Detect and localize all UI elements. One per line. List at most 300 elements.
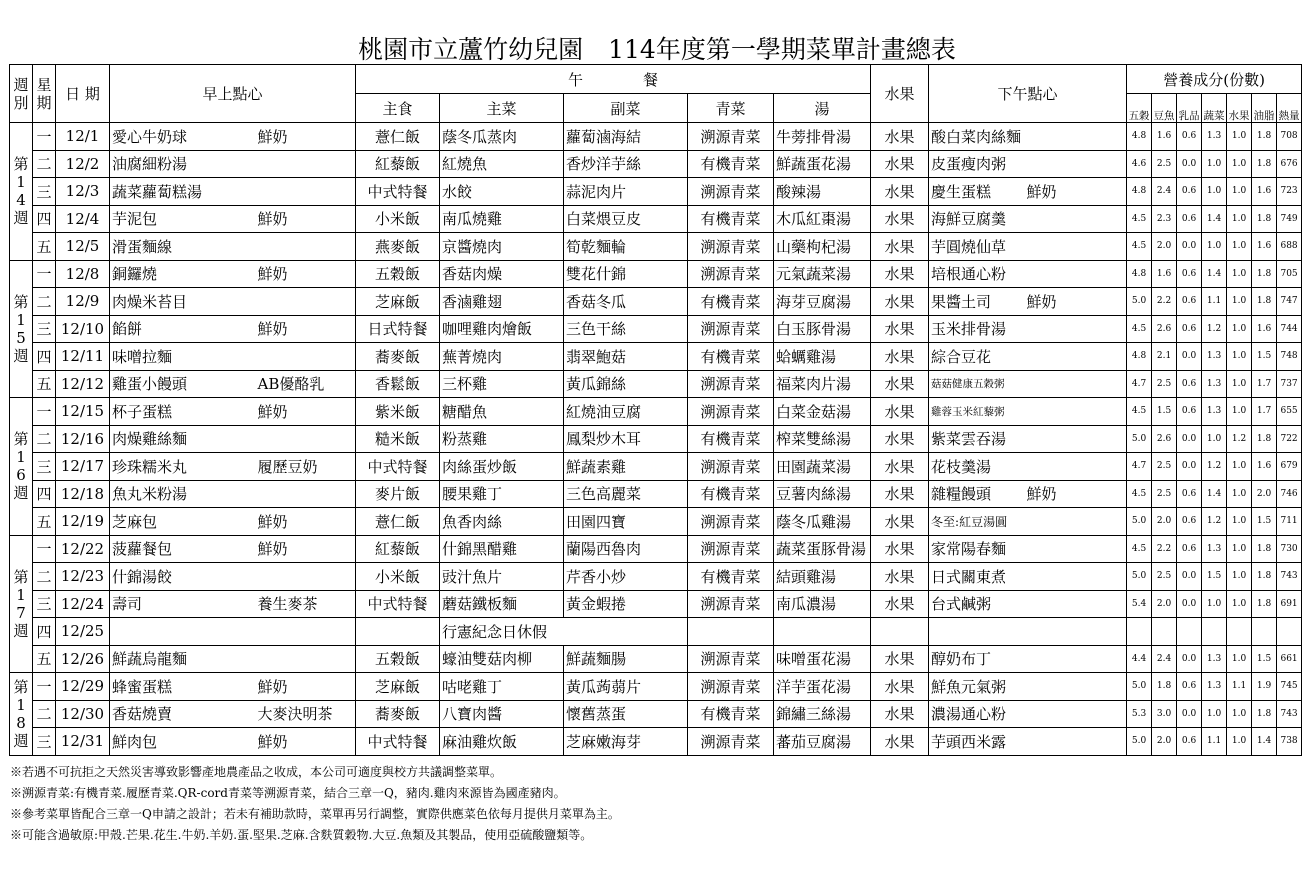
afternoon-drink-cell xyxy=(1025,645,1127,673)
soup-cell: 蔬菜蛋豚骨湯 xyxy=(774,535,871,563)
nutrition-cell: 1.2 xyxy=(1202,508,1227,536)
date-cell: 12/17 xyxy=(56,453,110,481)
main-dish-cell: 咕咾雞丁 xyxy=(440,673,564,701)
main-dish-cell: 粉蒸雞 xyxy=(440,425,564,453)
nutrition-cell: 0.6 xyxy=(1177,728,1202,756)
weekday-cell: 四 xyxy=(33,205,56,233)
staple-cell: 芝麻飯 xyxy=(356,673,440,701)
week-label: 第15週 xyxy=(10,260,33,398)
vegetable-cell: 有機青菜 xyxy=(688,425,774,453)
vegetable-cell: 有機青菜 xyxy=(688,343,774,371)
fruit-cell: 水果 xyxy=(871,150,929,178)
nutrition-cell: 1.0 xyxy=(1227,233,1252,261)
afternoon-drink-cell xyxy=(1025,618,1127,646)
table-row xyxy=(10,645,1302,673)
afternoon-snack-cell: 冬至:紅豆湯圓 xyxy=(929,508,1025,536)
date-cell: 12/4 xyxy=(56,205,110,233)
nutrition-cell: 1.0 xyxy=(1202,178,1227,206)
main-dish-cell: 香滷雞翅 xyxy=(440,288,564,316)
table-row xyxy=(10,123,1302,151)
nutrition-cell: 2.4 xyxy=(1152,178,1177,206)
nutrition-cell: 1.0 xyxy=(1227,700,1252,728)
fruit-cell: 水果 xyxy=(871,480,929,508)
nutrition-cell: 705 xyxy=(1277,260,1302,288)
side-dish-cell xyxy=(564,618,688,646)
nutrition-cell: 688 xyxy=(1277,233,1302,261)
nutrition-cell: 1.0 xyxy=(1227,453,1252,481)
main-dish-cell: 蠔油雙菇肉柳 xyxy=(440,645,564,673)
morning-drink-cell: 鮮奶 xyxy=(256,315,356,343)
afternoon-drink-cell: 鮮奶 xyxy=(1025,178,1127,206)
side-dish-cell: 翡翠鮑菇 xyxy=(564,343,688,371)
morning-snack-cell: 雞蛋小饅頭 xyxy=(110,370,256,398)
nutrition-cell: 4.8 xyxy=(1127,123,1152,151)
morning-snack-cell: 菠蘿餐包 xyxy=(110,535,256,563)
nutrition-cell: 1.3 xyxy=(1202,535,1227,563)
date-cell: 12/26 xyxy=(56,645,110,673)
table-row xyxy=(10,590,1302,618)
nutrition-cell xyxy=(1252,618,1277,646)
staple-cell: 五穀飯 xyxy=(356,645,440,673)
side-dish-cell: 芝麻嫩海芽 xyxy=(564,728,688,756)
nutrition-cell: 722 xyxy=(1277,425,1302,453)
afternoon-snack-cell: 玉米排骨湯 xyxy=(929,315,1025,343)
staple-cell: 香鬆飯 xyxy=(356,370,440,398)
nutrition-cell: 1.0 xyxy=(1227,260,1252,288)
table-row xyxy=(10,480,1302,508)
vegetable-cell: 溯源青菜 xyxy=(688,645,774,673)
nutrition-cell: 1.6 xyxy=(1252,453,1277,481)
nutrition-cell: 4.5 xyxy=(1127,480,1152,508)
nutrition-cell: 0.0 xyxy=(1177,150,1202,178)
staple-cell: 小米飯 xyxy=(356,205,440,233)
morning-snack-cell: 魚丸米粉湯 xyxy=(110,480,256,508)
nutrition-cell: 5.0 xyxy=(1127,563,1152,591)
weekday-cell: 一 xyxy=(33,535,56,563)
afternoon-snack-cell: 海鮮豆腐羹 xyxy=(929,205,1025,233)
nutrition-cell: 5.3 xyxy=(1127,700,1152,728)
table-row xyxy=(10,398,1302,426)
nutrition-cell: 5.0 xyxy=(1127,728,1152,756)
nutrition-cell: 4.4 xyxy=(1127,645,1152,673)
nutrition-cell: 661 xyxy=(1277,645,1302,673)
nutrition-cell: 1.8 xyxy=(1152,673,1177,701)
weekday-cell: 二 xyxy=(33,288,56,316)
fruit-cell: 水果 xyxy=(871,590,929,618)
header-nut-protein: 豆魚 xyxy=(1152,94,1177,123)
table-row xyxy=(10,425,1302,453)
header-date: 日 期 xyxy=(56,65,110,123)
nutrition-cell: 0.6 xyxy=(1177,370,1202,398)
date-cell: 12/16 xyxy=(56,425,110,453)
nutrition-cell: 2.1 xyxy=(1152,343,1177,371)
nutrition-cell: 0.6 xyxy=(1177,398,1202,426)
vegetable-cell: 溯源青菜 xyxy=(688,233,774,261)
table-row xyxy=(10,618,1302,646)
afternoon-drink-cell xyxy=(1025,590,1127,618)
weekday-cell: 五 xyxy=(33,233,56,261)
nutrition-cell: 1.0 xyxy=(1227,590,1252,618)
nutrition-cell: 1.1 xyxy=(1227,673,1252,701)
nutrition-cell: 0.0 xyxy=(1177,563,1202,591)
afternoon-drink-cell xyxy=(1025,315,1127,343)
main-dish-cell: 麻油雞炊飯 xyxy=(440,728,564,756)
main-dish-cell: 咖哩雞肉燴飯 xyxy=(440,315,564,343)
soup-cell: 豆薯肉絲湯 xyxy=(774,480,871,508)
nutrition-cell: 1.8 xyxy=(1252,260,1277,288)
nutrition-cell xyxy=(1202,618,1227,646)
nutrition-cell: 0.6 xyxy=(1177,508,1202,536)
week-label: 第16週 xyxy=(10,398,33,536)
date-cell: 12/31 xyxy=(56,728,110,756)
note-line: ※若遇不可抗拒之天然災害導致影響產地農產品之收成，本公司可適度與校方共議調整菜單。 xyxy=(10,765,503,779)
date-cell: 12/18 xyxy=(56,480,110,508)
morning-drink-cell: 鮮奶 xyxy=(256,535,356,563)
afternoon-drink-cell xyxy=(1025,453,1127,481)
soup-cell: 洋芋蛋花湯 xyxy=(774,673,871,701)
staple-cell: 中式特餐 xyxy=(356,178,440,206)
staple-cell: 紅藜飯 xyxy=(356,535,440,563)
side-dish-cell: 黃瓜蒟蒻片 xyxy=(564,673,688,701)
header-nut-dairy: 乳品 xyxy=(1177,94,1202,123)
soup-cell: 田園蔬菜湯 xyxy=(774,453,871,481)
side-dish-cell: 三色干絲 xyxy=(564,315,688,343)
nutrition-cell: 1.0 xyxy=(1227,508,1252,536)
nutrition-cell: 1.3 xyxy=(1202,398,1227,426)
page-title: 桃園市立蘆竹幼兒園 114年度第一學期菜單計畫總表 xyxy=(358,35,956,64)
morning-snack-cell: 珍珠糯米丸 xyxy=(110,453,256,481)
staple-cell: 蕎麥飯 xyxy=(356,343,440,371)
nutrition-cell: 1.6 xyxy=(1252,178,1277,206)
side-dish-cell: 香菇冬瓜 xyxy=(564,288,688,316)
header-staple: 主食 xyxy=(356,94,440,123)
nutrition-cell: 1.2 xyxy=(1202,453,1227,481)
date-cell: 12/10 xyxy=(56,315,110,343)
staple-cell: 薏仁飯 xyxy=(356,508,440,536)
nutrition-cell: 2.5 xyxy=(1152,370,1177,398)
nutrition-cell: 2.0 xyxy=(1152,233,1177,261)
date-cell: 12/19 xyxy=(56,508,110,536)
nutrition-cell: 0.6 xyxy=(1177,315,1202,343)
vegetable-cell: 溯源青菜 xyxy=(688,508,774,536)
fruit-cell: 水果 xyxy=(871,205,929,233)
nutrition-cell: 743 xyxy=(1277,563,1302,591)
nutrition-cell: 1.8 xyxy=(1252,150,1277,178)
afternoon-snack-cell: 菇菇健康五穀粥 xyxy=(929,370,1025,398)
week-label: 第14週 xyxy=(10,123,33,261)
nutrition-cell: 691 xyxy=(1277,590,1302,618)
morning-drink-cell xyxy=(256,425,356,453)
afternoon-drink-cell xyxy=(1025,150,1127,178)
morning-snack-cell xyxy=(110,618,256,646)
nutrition-cell: 1.0 xyxy=(1227,370,1252,398)
morning-drink-cell: 履歷豆奶 xyxy=(256,453,356,481)
nutrition-cell: 743 xyxy=(1277,700,1302,728)
soup-cell: 蕃茄豆腐湯 xyxy=(774,728,871,756)
nutrition-cell: 1.1 xyxy=(1202,728,1227,756)
morning-drink-cell xyxy=(256,645,356,673)
weekday-cell: 四 xyxy=(33,343,56,371)
header-vegetable: 青菜 xyxy=(688,94,774,123)
morning-snack-cell: 壽司 xyxy=(110,590,256,618)
header-nut-grains: 五穀 xyxy=(1127,94,1152,123)
date-cell: 12/3 xyxy=(56,178,110,206)
date-cell: 12/11 xyxy=(56,343,110,371)
nutrition-cell: 2.5 xyxy=(1152,150,1177,178)
nutrition-cell: 0.0 xyxy=(1177,590,1202,618)
morning-drink-cell xyxy=(256,563,356,591)
nutrition-cell: 749 xyxy=(1277,205,1302,233)
nutrition-cell: 1.8 xyxy=(1252,288,1277,316)
week-label: 第18週 xyxy=(10,673,33,756)
vegetable-cell: 溯源青菜 xyxy=(688,673,774,701)
table-row xyxy=(10,150,1302,178)
vegetable-cell: 有機青菜 xyxy=(688,205,774,233)
weekday-cell: 二 xyxy=(33,425,56,453)
nutrition-cell: 2.2 xyxy=(1152,288,1177,316)
weekday-cell: 四 xyxy=(33,480,56,508)
vegetable-cell: 溯源青菜 xyxy=(688,590,774,618)
nutrition-cell: 1.0 xyxy=(1227,398,1252,426)
nutrition-cell: 746 xyxy=(1277,480,1302,508)
nutrition-cell: 0.6 xyxy=(1177,673,1202,701)
weekday-cell: 三 xyxy=(33,728,56,756)
nutrition-cell: 0.0 xyxy=(1177,343,1202,371)
vegetable-cell: 溯源青菜 xyxy=(688,260,774,288)
side-dish-cell: 鮮蔬麵腸 xyxy=(564,645,688,673)
vegetable-cell: 有機青菜 xyxy=(688,700,774,728)
nutrition-cell: 1.0 xyxy=(1227,563,1252,591)
morning-drink-cell xyxy=(256,618,356,646)
main-dish-cell: 什錦黑醋雞 xyxy=(440,535,564,563)
vegetable-cell: 溯源青菜 xyxy=(688,728,774,756)
nutrition-cell: 744 xyxy=(1277,315,1302,343)
nutrition-cell: 1.8 xyxy=(1252,535,1277,563)
weekday-cell: 二 xyxy=(33,150,56,178)
nutrition-cell: 723 xyxy=(1277,178,1302,206)
nutrition-cell: 0.6 xyxy=(1177,288,1202,316)
nutrition-cell: 1.3 xyxy=(1202,370,1227,398)
afternoon-snack-cell: 芋頭西米露 xyxy=(929,728,1025,756)
header-side-dish: 副菜 xyxy=(564,94,688,123)
main-dish-cell: 京醬燒肉 xyxy=(440,233,564,261)
date-cell: 12/24 xyxy=(56,590,110,618)
morning-snack-cell: 餡餅 xyxy=(110,315,256,343)
fruit-cell: 水果 xyxy=(871,728,929,756)
vegetable-cell: 有機青菜 xyxy=(688,563,774,591)
afternoon-drink-cell: 鮮奶 xyxy=(1025,288,1127,316)
vegetable-cell: 溯源青菜 xyxy=(688,315,774,343)
soup-cell xyxy=(774,618,871,646)
nutrition-cell: 1.4 xyxy=(1202,480,1227,508)
soup-cell: 結頭雞湯 xyxy=(774,563,871,591)
afternoon-drink-cell xyxy=(1025,233,1127,261)
morning-snack-cell: 味噌拉麵 xyxy=(110,343,256,371)
main-dish-cell: 糖醋魚 xyxy=(440,398,564,426)
nutrition-cell: 2.6 xyxy=(1152,315,1177,343)
header-main-dish: 主菜 xyxy=(440,94,564,123)
date-cell: 12/12 xyxy=(56,370,110,398)
vegetable-cell: 有機青菜 xyxy=(688,480,774,508)
morning-drink-cell xyxy=(256,233,356,261)
fruit-cell: 水果 xyxy=(871,398,929,426)
nutrition-cell: 1.0 xyxy=(1202,425,1227,453)
afternoon-drink-cell xyxy=(1025,700,1127,728)
header-lunch: 午 餐 xyxy=(356,65,871,94)
fruit-cell: 水果 xyxy=(871,425,929,453)
soup-cell: 牛蒡排骨湯 xyxy=(774,123,871,151)
nutrition-cell xyxy=(1277,618,1302,646)
nutrition-cell: 1.7 xyxy=(1252,398,1277,426)
nutrition-cell: 748 xyxy=(1277,343,1302,371)
nutrition-cell: 0.6 xyxy=(1177,535,1202,563)
table-row xyxy=(10,563,1302,591)
nutrition-cell: 1.2 xyxy=(1202,315,1227,343)
afternoon-snack-cell xyxy=(929,618,1025,646)
nutrition-cell: 655 xyxy=(1277,398,1302,426)
morning-snack-cell: 香菇燒賣 xyxy=(110,700,256,728)
main-dish-cell: 三杯雞 xyxy=(440,370,564,398)
header-week: 週別 xyxy=(10,65,33,123)
nutrition-cell: 1.0 xyxy=(1227,178,1252,206)
nutrition-cell: 1.0 xyxy=(1227,343,1252,371)
header-soup: 湯 xyxy=(774,94,871,123)
main-dish-cell: 八寶肉醬 xyxy=(440,700,564,728)
nutrition-cell: 1.7 xyxy=(1252,370,1277,398)
morning-snack-cell: 愛心牛奶球 xyxy=(110,123,256,151)
weekday-cell: 五 xyxy=(33,508,56,536)
morning-drink-cell xyxy=(256,343,356,371)
table-row xyxy=(10,260,1302,288)
nutrition-cell: 2.0 xyxy=(1252,480,1277,508)
soup-cell: 福菜肉片湯 xyxy=(774,370,871,398)
menu-table xyxy=(9,64,1302,756)
main-dish-cell: 豉汁魚片 xyxy=(440,563,564,591)
main-dish-cell: 蕪菁燒肉 xyxy=(440,343,564,371)
vegetable-cell: 有機青菜 xyxy=(688,150,774,178)
side-dish-cell: 鳳梨炒木耳 xyxy=(564,425,688,453)
side-dish-cell: 黃金蝦捲 xyxy=(564,590,688,618)
afternoon-drink-cell xyxy=(1025,728,1127,756)
morning-drink-cell: 鮮奶 xyxy=(256,673,356,701)
soup-cell: 榨菜雙絲湯 xyxy=(774,425,871,453)
nutrition-cell: 4.6 xyxy=(1127,150,1152,178)
afternoon-snack-cell: 台式鹹粥 xyxy=(929,590,1025,618)
vegetable-cell: 溯源青菜 xyxy=(688,178,774,206)
nutrition-cell: 0.0 xyxy=(1177,645,1202,673)
weekday-cell: 一 xyxy=(33,123,56,151)
side-dish-cell: 蒜泥肉片 xyxy=(564,178,688,206)
morning-drink-cell xyxy=(256,480,356,508)
fruit-cell xyxy=(871,618,929,646)
afternoon-snack-cell: 酸白菜肉絲麵 xyxy=(929,123,1025,151)
nutrition-cell: 1.0 xyxy=(1202,590,1227,618)
nutrition-cell: 1.6 xyxy=(1152,260,1177,288)
weekday-cell: 三 xyxy=(33,315,56,343)
header-nut-calories: 熱量 xyxy=(1277,94,1302,123)
nutrition-cell: 0.6 xyxy=(1177,205,1202,233)
note-line: ※溯源青菜:有機青菜.履歷青菜.QR-cord青菜等溯源青菜，結合三章一Q，豬肉.雞肉來源皆為國產豬肉。 xyxy=(10,786,566,800)
staple-cell: 蕎麥飯 xyxy=(356,700,440,728)
date-cell: 12/9 xyxy=(56,288,110,316)
header-afternoon-snack: 下午點心 xyxy=(929,65,1127,123)
note-line: ※可能含過敏原:甲殼.芒果.花生.牛奶.羊奶.蛋.堅果.芝麻.含麩質穀物.大豆.魚類及其製品，使用亞硫酸鹽類等。 xyxy=(10,828,593,842)
side-dish-cell: 三色高麗菜 xyxy=(564,480,688,508)
nutrition-cell: 676 xyxy=(1277,150,1302,178)
side-dish-cell: 蘿蔔滷海結 xyxy=(564,123,688,151)
afternoon-drink-cell xyxy=(1025,563,1127,591)
nutrition-cell: 1.0 xyxy=(1227,205,1252,233)
morning-drink-cell: 鮮奶 xyxy=(256,205,356,233)
nutrition-cell: 730 xyxy=(1277,535,1302,563)
nutrition-cell: 4.8 xyxy=(1127,178,1152,206)
staple-cell: 糙米飯 xyxy=(356,425,440,453)
nutrition-cell: 737 xyxy=(1277,370,1302,398)
morning-drink-cell: 鮮奶 xyxy=(256,728,356,756)
soup-cell: 山藥枸杞湯 xyxy=(774,233,871,261)
nutrition-cell: 1.9 xyxy=(1252,673,1277,701)
fruit-cell: 水果 xyxy=(871,370,929,398)
table-row xyxy=(10,508,1302,536)
header-morning-snack: 早上點心 xyxy=(110,65,356,123)
fruit-cell: 水果 xyxy=(871,453,929,481)
nutrition-cell: 1.0 xyxy=(1227,123,1252,151)
staple-cell xyxy=(356,618,440,646)
morning-snack-cell: 肉燥雞絲麵 xyxy=(110,425,256,453)
nutrition-cell: 4.8 xyxy=(1127,260,1152,288)
afternoon-drink-cell xyxy=(1025,205,1127,233)
nutrition-cell: 0.0 xyxy=(1177,700,1202,728)
nutrition-cell: 1.5 xyxy=(1252,343,1277,371)
main-dish-cell: 水餃 xyxy=(440,178,564,206)
soup-cell: 鮮蔬蛋花湯 xyxy=(774,150,871,178)
nutrition-cell: 4.5 xyxy=(1127,315,1152,343)
date-cell: 12/29 xyxy=(56,673,110,701)
afternoon-snack-cell: 綜合豆花 xyxy=(929,343,1025,371)
side-dish-cell: 芹香小炒 xyxy=(564,563,688,591)
nutrition-cell: 1.0 xyxy=(1227,288,1252,316)
fruit-cell: 水果 xyxy=(871,233,929,261)
table-row xyxy=(10,728,1302,756)
morning-snack-cell: 肉燥米苔目 xyxy=(110,288,256,316)
main-dish-cell: 南瓜燒雞 xyxy=(440,205,564,233)
soup-cell: 酸辣湯 xyxy=(774,178,871,206)
nutrition-cell: 1.3 xyxy=(1202,645,1227,673)
staple-cell: 五穀飯 xyxy=(356,260,440,288)
side-dish-cell: 田園四寶 xyxy=(564,508,688,536)
table-row xyxy=(10,453,1302,481)
fruit-cell: 水果 xyxy=(871,178,929,206)
staple-cell: 紫米飯 xyxy=(356,398,440,426)
soup-cell: 錦繡三絲湯 xyxy=(774,700,871,728)
fruit-cell: 水果 xyxy=(871,343,929,371)
table-row xyxy=(10,370,1302,398)
nutrition-cell: 0.6 xyxy=(1177,260,1202,288)
weekday-cell: 五 xyxy=(33,370,56,398)
nutrition-cell: 1.0 xyxy=(1227,150,1252,178)
morning-snack-cell: 蔬菜蘿蔔糕湯 xyxy=(110,178,256,206)
side-dish-cell: 黃瓜錦絲 xyxy=(564,370,688,398)
soup-cell: 蔭冬瓜雞湯 xyxy=(774,508,871,536)
weekday-cell: 一 xyxy=(33,673,56,701)
main-dish-cell: 魚香肉絲 xyxy=(440,508,564,536)
weekday-cell: 三 xyxy=(33,178,56,206)
header-nut-fat: 油脂 xyxy=(1252,94,1277,123)
table-row xyxy=(10,535,1302,563)
date-cell: 12/1 xyxy=(56,123,110,151)
morning-snack-cell: 滑蛋麵線 xyxy=(110,233,256,261)
side-dish-cell: 雙花什錦 xyxy=(564,260,688,288)
